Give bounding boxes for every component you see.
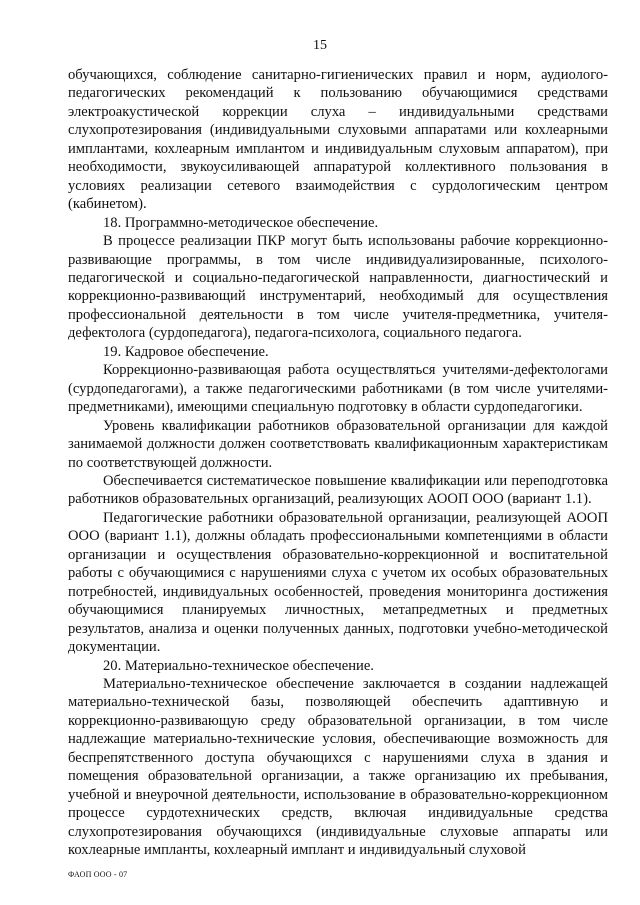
paragraph-qualification-level: Уровень квалификации работников образовательной организации для каждой занимаемой должности должен соответствовать квалификационным характеристикам по соответствующей должности. bbox=[68, 417, 608, 471]
paragraph-programs: В процессе реализации ПКР могут быть использованы рабочие коррекционно-развивающие программы, в том числе индивидуализированные, психолого-педагогической и социально-педагогической направленности, диагностический и коррекционно-развивающий инструментарий, необходимый для осуществления профессиональной деятельности в том числе учителя-предметника, учителя-дефектолога (сурдопедагога), педагога-психолога, социального педагога. bbox=[68, 233, 608, 342]
paragraph-competencies: Педагогические работники образовательной организации, реализующей АООП ООО (вариант 1.1), должны обладать профессиональными компетенциями в области организации и осуществления образовательно-коррекционной и воспитательной работы с обучающимися с нарушениями слуха с учетом их особых образовательных потребностей, индивидуальных особенностей, проведения мониторинга достижения обучающимися планируемых личностных, метапредметных и предметных результатов, анализа и оценки полученных данных, подготовки учебно-методической документации. bbox=[68, 509, 608, 656]
document-body bbox=[68, 66, 608, 859]
paragraph-material-support: Материально-техническое обеспечение заключается в создании надлежащей материально-технической базы, позволяющей обеспечить адаптивную и коррекционно-развивающую среду образовательной организации, в том числе надлежащие материально-технические условия, обеспечивающие возможность для беспрепятственного доступа обучающихся с нарушениями слуха в здания и помещения образовательной организации, а также организацию их пребывания, учебной и внеурочной деятельности, использование в образовательно-коррекционном процессе сурдотехнических средств, включая индивидуальные средства слухопротезирования обучающихся (индивидуальные слуховые аппараты или кохлеарные импланты, кохлеарный имплант и индивидуальный слуховой bbox=[68, 675, 608, 859]
section-heading-18: 18. Программно-методическое обеспечение. bbox=[103, 214, 379, 231]
paragraph-staff-work: Коррекционно-развивающая работа осуществляться учителями-дефектологами (сурдопедагогами), а также педагогическими работниками (в том числе учителями-предметниками), имеющими специальную подготовку в области сурдопедагогики. bbox=[68, 362, 608, 416]
section-heading-20: 20. Материально-техническое обеспечение. bbox=[103, 657, 374, 674]
document-footer-code: ФАОП ООО - 07 bbox=[68, 870, 128, 879]
paragraph-retraining: Обеспечивается систематическое повышение квалификации или переподготовка работников образовательных организаций, реализующих АООП ООО (вариант 1.1). bbox=[68, 472, 608, 508]
page-number: 15 bbox=[313, 38, 327, 53]
paragraph-intro-continuation: обучающихся, соблюдение санитарно-гигиенических правил и норм, аудиолого-педагогических рекомендаций к пользованию обучающимися средствами электроакустической коррекции слуха – индивидуальными средствами слухопротезирования (индивидуальными слуховыми аппаратами или кохлеарными имплантами, кохлеарным имплантом и индивидуальным слуховым аппаратом), при необходимости, звукоусиливающей аппаратурой коллективного пользования в условиях реализации сетевого взаимодействия с сурдологическим центром (кабинетом). bbox=[68, 67, 608, 213]
section-heading-19: 19. Кадровое обеспечение. bbox=[103, 343, 269, 360]
